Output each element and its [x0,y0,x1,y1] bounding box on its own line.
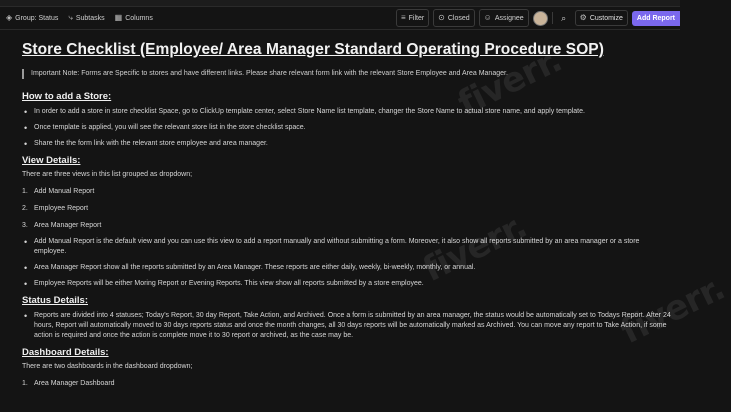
watermark: fiverr. [614,267,731,353]
gear-icon: ⚙ [579,13,587,22]
dashboard-details-section [22,347,672,389]
dashboard-list [22,379,672,389]
group-by-status-button[interactable]: ◈ Group: Status [6,13,59,22]
dashboard-details-heading: Dashboard Details: [22,347,109,359]
group-icon: ◈ [6,13,13,22]
document [22,40,672,396]
how-to-add-list [22,107,672,149]
status-details-heading: Status Details: [22,295,88,307]
avatar[interactable] [533,11,548,26]
status-details-section [22,295,672,341]
status-details-list [22,311,672,341]
check-circle-icon: ⊙ [438,13,445,22]
assignee-button[interactable]: ☺ Assignee [479,9,529,27]
divider [552,12,553,24]
watermark: fiverr. [416,205,533,291]
list-item: • Reports are divided into 4 statuses; Today's Report, 30 day Report, Take Action, and Archived. Once a form is submitted by an area manager, the status would be automatically set to Todays Report. After 24 hours, Report will automatically moved to 30 days reports status and once the month changes, all 30 days reports will be automatically marked as Archived. You can move any report to Take Action, if some action is required and once the action is complete move it to 30 report or archived, as the case may be. [22,311,672,341]
columns-icon: ▦ [114,13,123,22]
view-details-section [22,155,672,289]
list-item: 1. Add Manual Report [22,188,95,195]
dashboard-details-intro: There are two dashboards in the dashboard dropdown; [22,363,193,371]
how-to-add-section [22,91,672,149]
view-list [22,187,672,231]
list-item: • Area Manager Report show all the reports submitted by an Area Manager. These reports are either daily, weekly, bi-weekly, monthly, or annual. [22,263,672,273]
search-icon[interactable]: ⌕ [561,12,567,23]
list-item: 3. Area Manager Report [22,221,102,229]
columns-button[interactable]: ▦ Columns [114,13,153,22]
list-item: • Add Manual Report is the default view and you can use this view to add a report manually and without submitting a form. Moreover, it also show all reports submitted by an area manager or a store employee. [22,237,672,257]
list-item: • Share the the form link with the relevant store employee and area manager. [22,139,672,149]
filter-icon: ≡ [400,13,406,22]
top-tabs-strip [0,0,680,7]
page-title: Store Checklist (Employee/ Area Manager Standard Operating Procedure SOP) [22,41,604,58]
view-details-bullets [22,237,672,289]
list-item: • In order to add a store in store checklist Space, go to ClickUp template center, select Store Name list template, changer the Store Name to actual store name, and apply template. [22,107,672,117]
watermark: fiverr. [451,39,568,125]
closed-toggle-button[interactable]: ⊙ Closed [433,9,475,27]
customize-button[interactable]: ⚙ Customize [575,10,628,26]
view-details-heading: View Details: [22,155,81,166]
add-report-button[interactable]: Add Report [632,11,680,26]
important-note-callout: Important Note: Forms are Specific to stores and have different links. Please share relevant form link with the relevant Store Employee and Area Manager. [22,69,672,79]
list-item: 2. Employee Report [22,204,89,212]
view-details-intro: There are three views in this list grouped as dropdown; [22,171,193,178]
list-item: • Once template is applied, you will see the relevant store list in the store checklist space. [22,123,672,133]
filter-button[interactable]: ≡ Filter [396,9,429,27]
view-toolbar [0,7,680,30]
people-icon: ☺ [483,13,492,22]
list-item: 1. Area Manager Dashboard [22,380,115,388]
list-item: • Employee Reports will be either Moring Report or Evening Reports. This view show all reports submitted by a store employee. [22,279,672,289]
subtasks-icon: ⤷ [68,13,73,22]
subtasks-button[interactable]: ⤷ Subtasks [68,13,105,22]
how-to-add-heading: How to add a Store: [22,91,112,102]
